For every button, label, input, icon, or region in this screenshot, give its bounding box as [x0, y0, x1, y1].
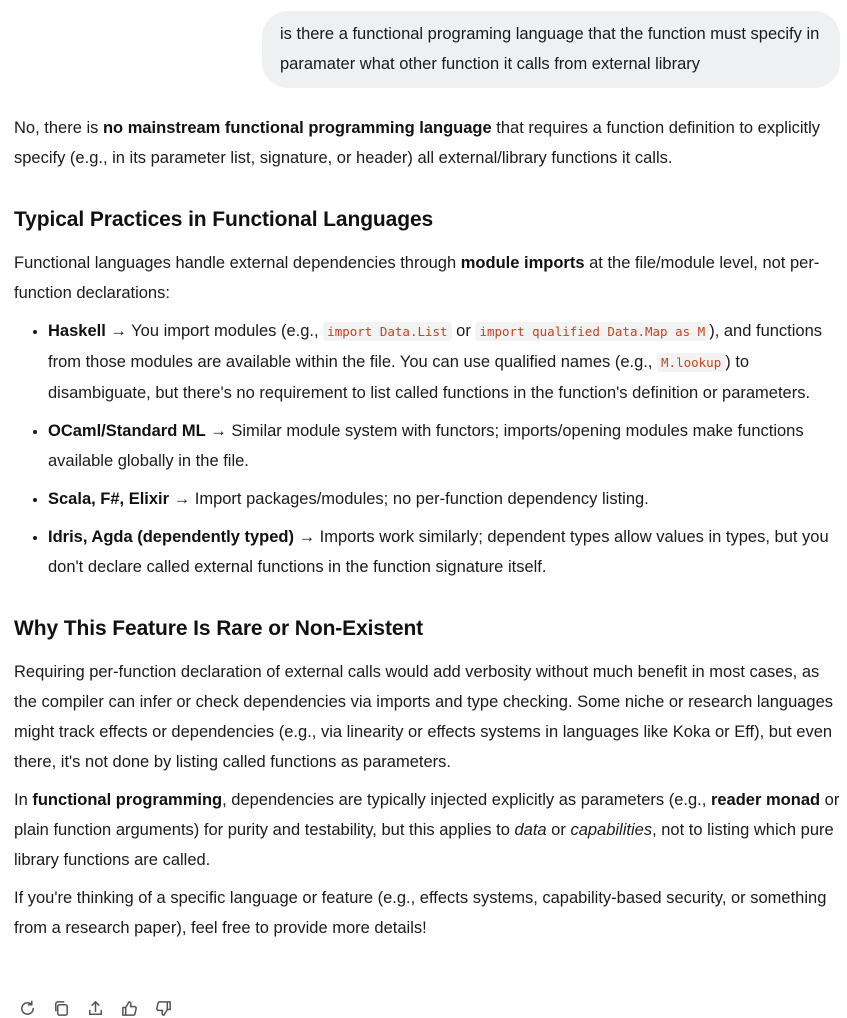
intro-paragraph — [14, 113, 842, 173]
haskell-text-3: ), and functions from those modules are available within the file. You can use qualified names (e.g., — [48, 322, 823, 371]
di-text-3: or plain function arguments) for purity and testability, but this applies to — [14, 791, 840, 839]
assistant-response — [14, 113, 842, 951]
thumbs-down-icon[interactable] — [153, 998, 173, 1018]
copy-icon[interactable] — [51, 998, 71, 1018]
di-bold-2: reader monad — [710, 791, 821, 809]
intro-bold: no mainstream functional programming language — [102, 119, 492, 137]
list-item-haskell — [48, 316, 842, 408]
thumbs-up-icon[interactable] — [119, 998, 139, 1018]
idris-label: Idris, Agda (dependently typed) — [48, 528, 294, 546]
modules-text-end: at the file/module level, not per-function declarations: — [14, 254, 820, 302]
code-import-qualified: import qualified Data.Map as M — [475, 322, 709, 341]
di-bold-1: functional programming — [32, 791, 223, 809]
user-message-text: is there a functional programing language that the function must specify in paramater what other function it calls from external library — [280, 25, 820, 73]
share-icon[interactable] — [85, 998, 105, 1018]
regenerate-icon[interactable] — [17, 998, 37, 1018]
list-item-idris — [48, 522, 842, 582]
scala-text: → Import packages/modules; no per-function dependency listing. — [169, 490, 649, 508]
heading-typical-practices: Typical Practices in Functional Languages — [14, 208, 434, 231]
ocaml-text: → Similar module system with functors; imports/opening modules make functions available globally in the file. — [48, 422, 804, 470]
haskell-label: Haskell — [48, 322, 106, 340]
verbosity-paragraph: Requiring per-function declaration of external calls would add verbosity without much benefit in most cases, as the compiler can infer or check dependencies via imports and type checking. Some niche or research languages might track effects or dependencies (e.g., via linearity or effects systems in languages like Koka or Eff), but even there, it's not done by listing called functions as parameters. — [14, 663, 834, 771]
modules-text: Functional languages handle external dependencies through — [14, 254, 461, 272]
haskell-text-4: ) to disambiguate, but there's no requirement to list called functions in the function's definition or parameters. — [48, 353, 811, 402]
haskell-text-2: or — [451, 322, 476, 340]
response-toolbar — [17, 998, 173, 1018]
intro-text: No, there is — [14, 119, 103, 137]
dependency-injection-paragraph — [14, 785, 842, 875]
di-italic-1: data — [514, 821, 547, 839]
list-item-scala — [48, 484, 842, 514]
di-text-1: In — [14, 791, 33, 809]
code-import-data-list: import Data.List — [323, 322, 451, 341]
haskell-text-1: → You import modules (e.g., — [105, 322, 324, 340]
di-text-5: , not to listing which pure library functions are called. — [14, 821, 834, 869]
modules-paragraph — [14, 248, 842, 308]
idris-text: → Imports work similarly; dependent types allow values in types, but you don't declare called external functions in the function signature itself. — [48, 528, 829, 576]
scala-label: Scala, F#, Elixir — [48, 490, 170, 508]
languages-list — [14, 316, 842, 582]
di-text-4: or — [546, 821, 571, 839]
di-italic-2: capabilities — [570, 821, 653, 839]
list-item-ocaml — [48, 416, 842, 476]
closing-paragraph: If you're thinking of a specific language or feature (e.g., effects systems, capability-based security, or something from a research paper), feel free to provide more details! — [14, 889, 827, 937]
modules-bold: module imports — [460, 254, 585, 272]
user-message-bubble — [262, 11, 840, 88]
heading-why-rare: Why This Feature Is Rare or Non-Existent — [14, 617, 424, 640]
di-text-2: , dependencies are typically injected explicitly as parameters (e.g., — [222, 791, 711, 809]
intro-text-end: that requires a function definition to explicitly specify (e.g., in its parameter list, signature, or header) all external/library functions it calls. — [14, 119, 821, 167]
code-m-lookup: M.lookup — [657, 353, 725, 372]
ocaml-label: OCaml/Standard ML — [48, 422, 206, 440]
